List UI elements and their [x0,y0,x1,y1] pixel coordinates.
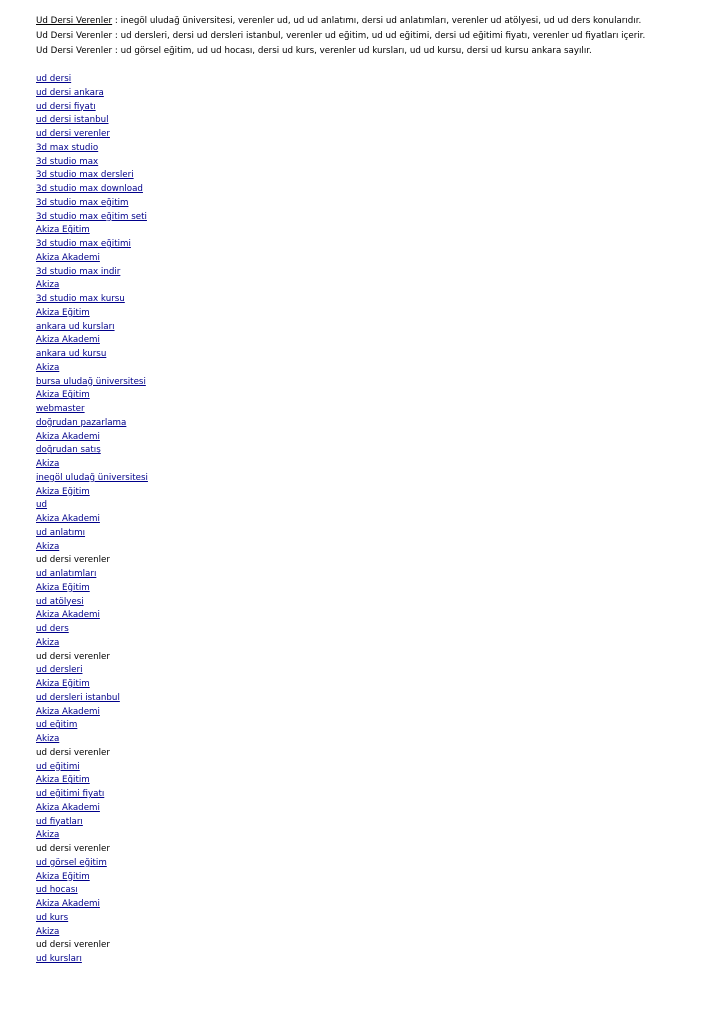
keyword-link[interactable] [36,362,708,376]
keyword-link-label[interactable]: inegöl uludağ üniversitesi [36,472,148,483]
keyword-link-label[interactable]: ud atölyesi [36,596,84,607]
keyword-link[interactable] [36,953,708,967]
keyword-link[interactable] [36,816,708,830]
keyword-link-label[interactable]: doğrudan pazarlama [36,417,127,428]
keyword-link[interactable] [36,706,708,720]
keyword-link[interactable] [36,898,708,912]
keyword-link[interactable] [36,307,708,321]
keyword-link-label[interactable]: Akiza [36,926,60,937]
keyword-link[interactable] [36,912,708,926]
keyword-link[interactable] [36,321,708,335]
keyword-link-label[interactable]: Akiza Eğitim [36,871,90,882]
keyword-link[interactable] [36,527,708,541]
keyword-link-label[interactable]: Akiza Eğitim [36,679,90,689]
keyword-link[interactable] [36,582,708,596]
keyword-link-label[interactable]: Akiza Eğitim [36,775,90,786]
keyword-link-label[interactable]: Akiza Akademi [36,335,100,346]
keyword-link-label[interactable]: Akiza [36,541,60,552]
intro-link-ud-dersi-verenler[interactable]: Ud Dersi Verenler [36,16,113,26]
keyword-link[interactable] [36,568,708,582]
keyword-link[interactable] [36,926,708,940]
keyword-link-label[interactable]: webmaster [36,404,85,414]
keyword-link-label[interactable]: 3d studio max kursu [36,294,125,304]
keyword-link[interactable] [36,101,708,115]
intro-text-2: Ud Dersi Verenler : ud dersleri, dersi ud dersleri istanbul, verenler ud eğitim, ud ud eğitimi, dersi ud eğitimi fiyatı, verenler ud fiyatları içerir. [36,31,646,41]
keyword-link-label[interactable]: ud dersi istanbul [36,115,109,126]
keyword-link-label[interactable]: Akiza Akademi [36,706,100,717]
keyword-link-label[interactable]: Akiza [36,362,60,373]
keyword-link[interactable] [36,761,708,775]
keyword-link-label[interactable]: Akiza Akademi [36,514,100,524]
keyword-link-label[interactable]: ud eğitimi fiyatı [36,789,105,799]
keyword-link[interactable] [36,87,708,101]
keyword-link[interactable] [36,156,708,170]
keyword-link[interactable] [36,128,708,142]
keyword-link[interactable] [36,238,708,252]
keyword-link-label[interactable]: ankara ud kursları [36,321,115,332]
keyword-link-label[interactable]: ud dersi ankara [36,87,104,98]
keyword-link[interactable] [36,376,708,390]
keyword-link[interactable] [36,499,708,513]
keyword-link[interactable] [36,829,708,843]
keyword-link-label[interactable]: ud eğitim [36,720,78,731]
keyword-link-label[interactable]: Akiza [36,734,60,744]
keyword-link-label[interactable]: Akiza Eğitim [36,390,90,401]
keyword-link[interactable] [36,73,708,87]
keyword-link[interactable] [36,183,708,197]
keyword-link[interactable] [36,403,708,417]
keyword-link-label[interactable]: ud [36,500,48,511]
intro-text-3: Ud Dersi Verenler : ud görsel eğitim, ud ud hocası, dersi ud kurs, verenler ud kursları, ud ud kursu, dersi ud kursu ankara sayılır. [36,46,592,56]
intro-paragraphs [36,14,708,59]
keyword-link[interactable] [36,293,708,307]
keyword-link-label[interactable]: ud anlatımları [36,569,97,579]
keyword-link[interactable] [36,389,708,403]
keyword-link-label[interactable]: Akiza Akademi [36,899,100,909]
keyword-link[interactable] [36,609,708,623]
keyword-link-label[interactable]: ud dersi verenler [36,129,110,139]
keyword-link-label[interactable]: ankara ud kursu [36,349,107,359]
keyword-link-label[interactable]: ud dersi fiyatı [36,101,96,112]
keyword-link[interactable] [36,252,708,266]
intro-text-1: : inegöl uludağ üniversitesi, verenler ud, ud ud anlatımı, dersi ud anlatımları, verenler ud atölyesi, ud ud ders konularıdır. [112,16,642,26]
keyword-text: ud dersi verenler [36,940,110,951]
keyword-link-label[interactable]: Akiza [36,830,60,841]
keyword-link-label[interactable]: Akiza Akademi [36,252,100,263]
keyword-link[interactable] [36,884,708,898]
keyword-link[interactable] [36,169,708,183]
keyword-link[interactable] [36,871,708,885]
keyword-text: ud dersi verenler [36,555,110,566]
keyword-link[interactable] [36,719,708,733]
keyword-link-label[interactable]: Akiza Eğitim [36,486,90,497]
keyword-link[interactable] [36,774,708,788]
keyword-link-label[interactable]: 3d studio max eğitimi [36,239,131,249]
keyword-link-label[interactable]: 3d studio max dersleri [36,170,134,181]
keyword-link-label[interactable]: Akiza Eğitim [36,225,90,236]
keyword-link[interactable] [36,513,708,527]
keyword-link[interactable] [36,279,708,293]
keyword-link[interactable] [36,541,708,555]
keyword-link-label[interactable]: ud ders [36,624,69,634]
keyword-link[interactable] [36,334,708,348]
keyword-link-label[interactable]: ud hocası [36,885,78,896]
keyword-text: ud dersi verenler [36,651,110,662]
keyword-link-label[interactable]: ud kurs [36,912,69,923]
keyword-link[interactable] [36,623,708,637]
keyword-link[interactable] [36,637,708,651]
keyword-link-label[interactable]: ud dersleri istanbul [36,692,120,703]
keyword-link[interactable] [36,458,708,472]
keyword-link-label[interactable]: 3d studio max eğitim seti [36,211,147,222]
keyword-link-label[interactable]: ud anlatımı [36,527,86,538]
keyword-link[interactable] [36,417,708,431]
keyword-link[interactable] [36,678,708,692]
keyword-link[interactable] [36,733,708,747]
keyword-link-label[interactable]: ud dersi [36,74,72,84]
keyword-link-label[interactable]: 3d studio max indir [36,266,121,277]
keyword-link-label[interactable]: Akiza Eğitim [36,582,90,593]
keyword-link[interactable] [36,444,708,458]
keyword-link[interactable] [36,211,708,225]
keyword-link[interactable] [36,224,708,238]
keyword-link-label[interactable]: bursa uludağ üniversitesi [36,376,146,387]
keyword-link-label[interactable]: 3d studio max [36,156,99,167]
keyword-link-label[interactable]: Akiza [36,280,60,291]
keyword-link[interactable] [36,266,708,280]
keyword-link-label[interactable]: ud görsel eğitim [36,857,107,868]
keyword-text: ud dersi verenler [36,844,110,854]
keyword-link-label[interactable]: Akiza [36,459,60,469]
keyword-link-label[interactable]: doğrudan satış [36,445,101,456]
keyword-link-label[interactable]: ud kursları [36,954,82,964]
keyword-link[interactable] [36,142,708,156]
keyword-link-label[interactable]: Akiza [36,637,60,648]
keyword-link[interactable] [36,664,708,678]
keyword-link-label[interactable]: Akiza Akademi [36,431,100,442]
keyword-link[interactable] [36,596,708,610]
intro-line-1 [36,14,708,29]
keyword-link[interactable] [36,486,708,500]
keyword-link-label[interactable]: ud eğitimi [36,761,80,772]
keyword-link[interactable] [36,197,708,211]
keyword-link[interactable] [36,431,708,445]
keyword-text: ud dersi verenler [36,747,110,758]
keyword-link-label[interactable]: ud dersleri [36,665,83,676]
keyword-link[interactable] [36,472,708,486]
keyword-link-label[interactable]: Akiza Akademi [36,610,100,621]
intro-line-3 [36,44,708,59]
keyword-link[interactable] [36,802,708,816]
intro-line-2 [36,29,708,44]
keyword-link[interactable] [36,788,708,802]
keyword-link-list [36,73,708,967]
keyword-link-label[interactable]: 3d studio max eğitim [36,197,129,208]
keyword-link-label[interactable]: ud fiyatları [36,816,83,827]
keyword-link-label[interactable]: Akiza Eğitim [36,307,90,318]
keyword-link[interactable] [36,114,708,128]
keyword-link-label[interactable]: Akiza Akademi [36,802,100,813]
keyword-link[interactable] [36,348,708,362]
keyword-link-label[interactable]: 3d max studio [36,142,99,153]
keyword-link[interactable] [36,692,708,706]
keyword-link[interactable] [36,857,708,871]
keyword-link-label[interactable]: 3d studio max download [36,184,143,194]
